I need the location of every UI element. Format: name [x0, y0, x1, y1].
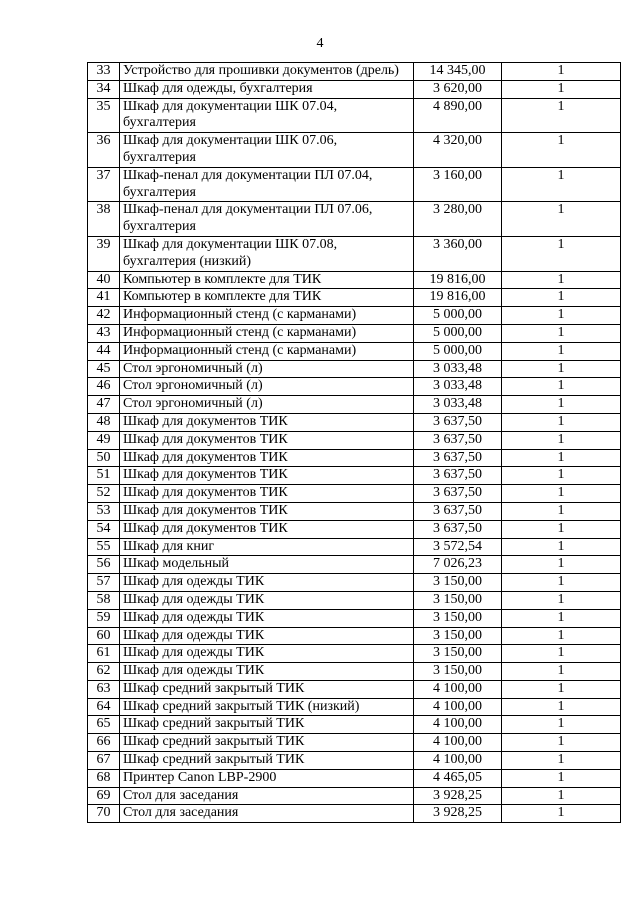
- item-price-cell: 3 637,50: [414, 520, 502, 538]
- item-quantity-cell: 1: [502, 378, 621, 396]
- item-price-cell: 4 100,00: [414, 752, 502, 770]
- table-row: [88, 271, 621, 289]
- table-row: [88, 202, 621, 237]
- table-row: [88, 716, 621, 734]
- row-number-cell: 46: [88, 378, 120, 396]
- item-price-cell: 7 026,23: [414, 556, 502, 574]
- row-number-cell: 69: [88, 787, 120, 805]
- table-row: [88, 413, 621, 431]
- item-quantity-cell: 1: [502, 342, 621, 360]
- item-name-cell: Стол для заседания: [120, 805, 414, 823]
- item-price-cell: 4 100,00: [414, 716, 502, 734]
- row-number-cell: 60: [88, 627, 120, 645]
- row-number-cell: 63: [88, 680, 120, 698]
- item-quantity-cell: 1: [502, 502, 621, 520]
- row-number-cell: 68: [88, 769, 120, 787]
- row-number-cell: 38: [88, 202, 120, 237]
- item-quantity-cell: 1: [502, 538, 621, 556]
- item-name-cell: Информационный стенд (с карманами): [120, 324, 414, 342]
- item-name-cell: Шкаф средний закрытый ТИК (низкий): [120, 698, 414, 716]
- item-price-cell: 4 890,00: [414, 98, 502, 133]
- row-number-cell: 53: [88, 502, 120, 520]
- item-name-cell: Шкаф для одежды ТИК: [120, 663, 414, 681]
- table-row: [88, 431, 621, 449]
- row-number-cell: 55: [88, 538, 120, 556]
- row-number-cell: 42: [88, 307, 120, 325]
- table-row: [88, 502, 621, 520]
- inventory-table-body: [88, 63, 621, 823]
- item-quantity-cell: 1: [502, 627, 621, 645]
- item-quantity-cell: 1: [502, 413, 621, 431]
- item-price-cell: 3 637,50: [414, 413, 502, 431]
- item-price-cell: 19 816,00: [414, 271, 502, 289]
- row-number-cell: 54: [88, 520, 120, 538]
- item-price-cell: 3 928,25: [414, 787, 502, 805]
- row-number-cell: 50: [88, 449, 120, 467]
- row-number-cell: 47: [88, 396, 120, 414]
- item-price-cell: 3 360,00: [414, 236, 502, 271]
- table-row: [88, 609, 621, 627]
- row-number-cell: 44: [88, 342, 120, 360]
- item-name-cell: Шкаф для документов ТИК: [120, 467, 414, 485]
- item-name-cell: Шкаф для документов ТИК: [120, 520, 414, 538]
- item-quantity-cell: 1: [502, 431, 621, 449]
- item-name-cell: Шкаф для одежды ТИК: [120, 609, 414, 627]
- item-price-cell: 3 033,48: [414, 396, 502, 414]
- row-number-cell: 33: [88, 63, 120, 81]
- item-quantity-cell: 1: [502, 805, 621, 823]
- item-price-cell: 4 100,00: [414, 680, 502, 698]
- table-row: [88, 769, 621, 787]
- item-price-cell: 4 100,00: [414, 734, 502, 752]
- table-row: [88, 645, 621, 663]
- item-name-cell: Стол эргономичный (л): [120, 378, 414, 396]
- item-quantity-cell: 1: [502, 63, 621, 81]
- table-row: [88, 236, 621, 271]
- table-row: [88, 378, 621, 396]
- row-number-cell: 36: [88, 133, 120, 168]
- item-price-cell: 3 150,00: [414, 645, 502, 663]
- item-name-cell: Шкаф для документов ТИК: [120, 413, 414, 431]
- item-price-cell: 3 928,25: [414, 805, 502, 823]
- item-price-cell: 3 280,00: [414, 202, 502, 237]
- item-name-cell: Информационный стенд (с карманами): [120, 342, 414, 360]
- item-name-cell: Стол для заседания: [120, 787, 414, 805]
- item-price-cell: 19 816,00: [414, 289, 502, 307]
- row-number-cell: 65: [88, 716, 120, 734]
- item-price-cell: 5 000,00: [414, 342, 502, 360]
- item-quantity-cell: 1: [502, 98, 621, 133]
- row-number-cell: 64: [88, 698, 120, 716]
- table-row: [88, 556, 621, 574]
- item-name-cell: Шкаф средний закрытый ТИК: [120, 680, 414, 698]
- item-name-cell: Компьютер в комплекте для ТИК: [120, 289, 414, 307]
- item-price-cell: 3 637,50: [414, 485, 502, 503]
- row-number-cell: 66: [88, 734, 120, 752]
- item-name-cell: Шкаф для документации ШК 07.06, бухгалтерия: [120, 133, 414, 168]
- table-row: [88, 574, 621, 592]
- item-price-cell: 3 033,48: [414, 378, 502, 396]
- item-quantity-cell: 1: [502, 520, 621, 538]
- table-row: [88, 734, 621, 752]
- item-quantity-cell: 1: [502, 752, 621, 770]
- item-quantity-cell: 1: [502, 698, 621, 716]
- item-name-cell: Компьютер в комплекте для ТИК: [120, 271, 414, 289]
- item-name-cell: Шкаф для одежды ТИК: [120, 627, 414, 645]
- table-row: [88, 752, 621, 770]
- table-row: [88, 467, 621, 485]
- item-price-cell: 3 150,00: [414, 627, 502, 645]
- item-quantity-cell: 1: [502, 734, 621, 752]
- item-quantity-cell: 1: [502, 680, 621, 698]
- item-quantity-cell: 1: [502, 133, 621, 168]
- item-price-cell: 3 572,54: [414, 538, 502, 556]
- row-number-cell: 49: [88, 431, 120, 449]
- item-name-cell: Шкаф-пенал для документации ПЛ 07.04, бухгалтерия: [120, 167, 414, 202]
- item-price-cell: 3 150,00: [414, 574, 502, 592]
- table-row: [88, 396, 621, 414]
- item-quantity-cell: 1: [502, 449, 621, 467]
- item-name-cell: Стол эргономичный (л): [120, 360, 414, 378]
- table-row: [88, 307, 621, 325]
- item-name-cell: Шкаф для одежды ТИК: [120, 645, 414, 663]
- item-name-cell: Шкаф для документов ТИК: [120, 502, 414, 520]
- table-row: [88, 360, 621, 378]
- item-price-cell: 3 637,50: [414, 467, 502, 485]
- row-number-cell: 56: [88, 556, 120, 574]
- item-price-cell: 3 160,00: [414, 167, 502, 202]
- row-number-cell: 57: [88, 574, 120, 592]
- table-row: [88, 805, 621, 823]
- item-quantity-cell: 1: [502, 236, 621, 271]
- table-row: [88, 324, 621, 342]
- item-price-cell: 3 150,00: [414, 609, 502, 627]
- row-number-cell: 70: [88, 805, 120, 823]
- item-name-cell: Шкаф для одежды, бухгалтерия: [120, 80, 414, 98]
- item-name-cell: Шкаф для документации ШК 07.04, бухгалтерия: [120, 98, 414, 133]
- item-quantity-cell: 1: [502, 556, 621, 574]
- row-number-cell: 52: [88, 485, 120, 503]
- item-quantity-cell: 1: [502, 485, 621, 503]
- item-quantity-cell: 1: [502, 645, 621, 663]
- table-row: [88, 538, 621, 556]
- item-quantity-cell: 1: [502, 324, 621, 342]
- table-row: [88, 167, 621, 202]
- table-row: [88, 627, 621, 645]
- row-number-cell: 39: [88, 236, 120, 271]
- item-price-cell: 4 465,05: [414, 769, 502, 787]
- item-name-cell: Шкаф для книг: [120, 538, 414, 556]
- row-number-cell: 58: [88, 591, 120, 609]
- row-number-cell: 62: [88, 663, 120, 681]
- item-quantity-cell: 1: [502, 271, 621, 289]
- table-row: [88, 663, 621, 681]
- item-price-cell: 4 320,00: [414, 133, 502, 168]
- item-quantity-cell: 1: [502, 609, 621, 627]
- row-number-cell: 59: [88, 609, 120, 627]
- item-name-cell: Шкаф для документов ТИК: [120, 449, 414, 467]
- row-number-cell: 34: [88, 80, 120, 98]
- inventory-table: [87, 62, 621, 823]
- item-price-cell: 3 637,50: [414, 431, 502, 449]
- item-name-cell: Шкаф для одежды ТИК: [120, 574, 414, 592]
- row-number-cell: 40: [88, 271, 120, 289]
- item-price-cell: 5 000,00: [414, 307, 502, 325]
- item-price-cell: 14 345,00: [414, 63, 502, 81]
- row-number-cell: 67: [88, 752, 120, 770]
- item-quantity-cell: 1: [502, 167, 621, 202]
- item-quantity-cell: 1: [502, 360, 621, 378]
- table-row: [88, 680, 621, 698]
- row-number-cell: 51: [88, 467, 120, 485]
- row-number-cell: 43: [88, 324, 120, 342]
- table-row: [88, 485, 621, 503]
- table-row: [88, 63, 621, 81]
- item-price-cell: 3 637,50: [414, 502, 502, 520]
- page-number: 4: [316, 36, 324, 51]
- table-row: [88, 591, 621, 609]
- item-quantity-cell: 1: [502, 307, 621, 325]
- item-name-cell: Устройство для прошивки документов (дрель): [120, 63, 414, 81]
- item-name-cell: Шкаф средний закрытый ТИК: [120, 716, 414, 734]
- item-name-cell: Информационный стенд (с карманами): [120, 307, 414, 325]
- item-name-cell: Шкаф для документов ТИК: [120, 431, 414, 449]
- item-price-cell: 3 150,00: [414, 591, 502, 609]
- item-quantity-cell: 1: [502, 591, 621, 609]
- table-row: [88, 98, 621, 133]
- item-price-cell: 5 000,00: [414, 324, 502, 342]
- table-row: [88, 133, 621, 168]
- item-name-cell: Шкаф-пенал для документации ПЛ 07.06, бухгалтерия: [120, 202, 414, 237]
- item-quantity-cell: 1: [502, 716, 621, 734]
- table-row: [88, 342, 621, 360]
- item-name-cell: Шкаф для документов ТИК: [120, 485, 414, 503]
- item-quantity-cell: 1: [502, 769, 621, 787]
- item-quantity-cell: 1: [502, 787, 621, 805]
- table-row: [88, 80, 621, 98]
- item-quantity-cell: 1: [502, 663, 621, 681]
- table-row: [88, 698, 621, 716]
- item-quantity-cell: 1: [502, 574, 621, 592]
- item-name-cell: Шкаф для документации ШК 07.08, бухгалтерия (низкий): [120, 236, 414, 271]
- item-name-cell: Шкаф средний закрытый ТИК: [120, 752, 414, 770]
- table-row: [88, 449, 621, 467]
- item-quantity-cell: 1: [502, 80, 621, 98]
- item-price-cell: 3 620,00: [414, 80, 502, 98]
- item-name-cell: Шкаф для одежды ТИК: [120, 591, 414, 609]
- item-quantity-cell: 1: [502, 202, 621, 237]
- row-number-cell: 48: [88, 413, 120, 431]
- item-quantity-cell: 1: [502, 467, 621, 485]
- table-row: [88, 520, 621, 538]
- row-number-cell: 37: [88, 167, 120, 202]
- table-row: [88, 787, 621, 805]
- item-name-cell: Принтер Canon LBP-2900: [120, 769, 414, 787]
- item-quantity-cell: 1: [502, 396, 621, 414]
- item-name-cell: Шкаф модельный: [120, 556, 414, 574]
- row-number-cell: 61: [88, 645, 120, 663]
- item-price-cell: 3 150,00: [414, 663, 502, 681]
- item-price-cell: 4 100,00: [414, 698, 502, 716]
- row-number-cell: 35: [88, 98, 120, 133]
- item-price-cell: 3 033,48: [414, 360, 502, 378]
- row-number-cell: 41: [88, 289, 120, 307]
- row-number-cell: 45: [88, 360, 120, 378]
- item-price-cell: 3 637,50: [414, 449, 502, 467]
- item-name-cell: Шкаф средний закрытый ТИК: [120, 734, 414, 752]
- item-quantity-cell: 1: [502, 289, 621, 307]
- table-row: [88, 289, 621, 307]
- item-name-cell: Стол эргономичный (л): [120, 396, 414, 414]
